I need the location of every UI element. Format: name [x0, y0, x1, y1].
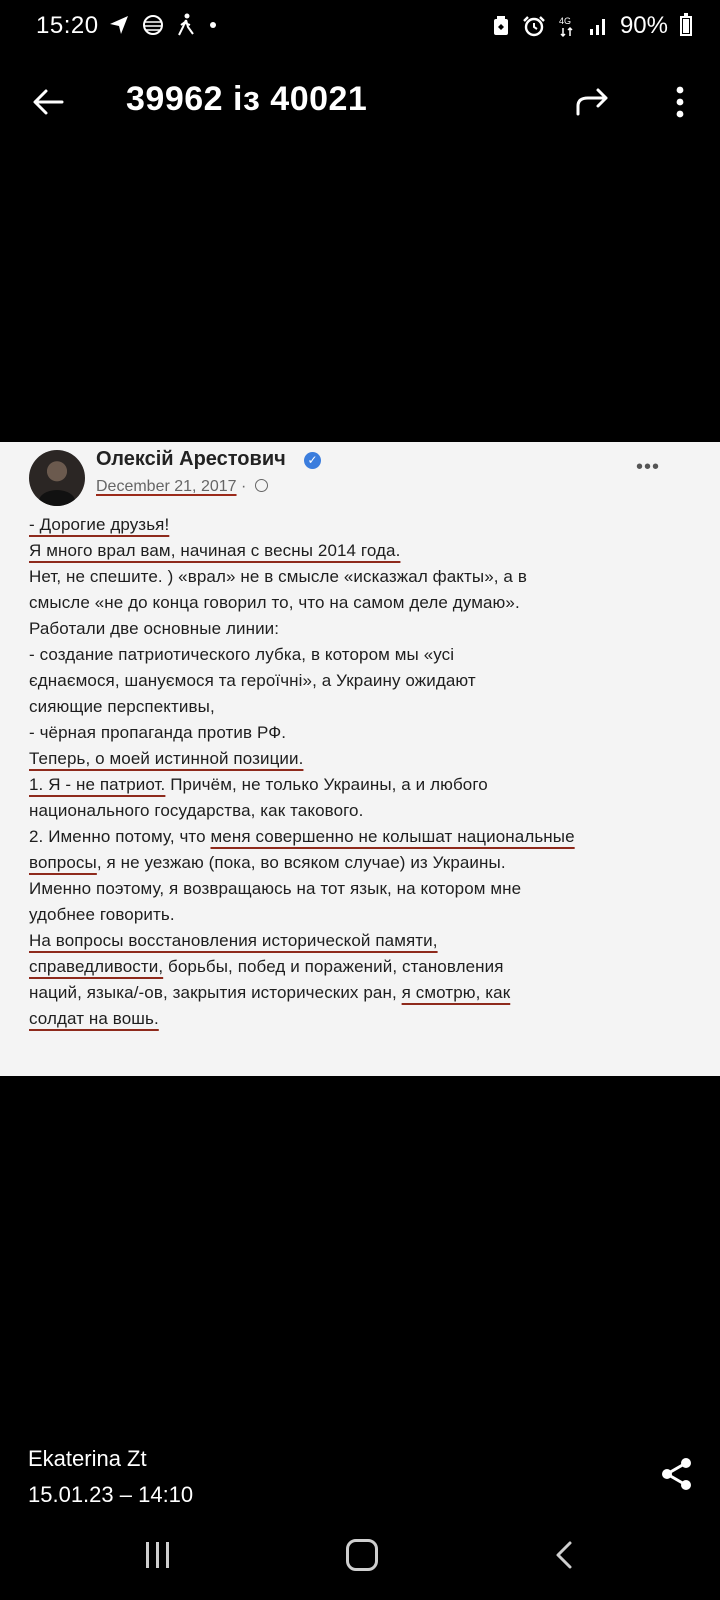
- text-segment: Нет, не спешите. ) «врал» не в смысле «исказжал факты», а в: [29, 567, 527, 586]
- back-arrow-icon[interactable]: [28, 82, 68, 122]
- post-text-line: [29, 798, 699, 824]
- post-text-line: [29, 512, 699, 538]
- globe-icon: [255, 479, 268, 492]
- underlined-text: вопросы: [29, 853, 97, 872]
- underlined-text: На вопросы восстановления исторической памяти,: [29, 931, 438, 950]
- svg-text:4G: 4G: [558, 16, 571, 26]
- post-text-line: [29, 824, 699, 850]
- home-button[interactable]: [346, 1539, 378, 1571]
- status-right-icons: [492, 12, 692, 40]
- recycle-icon: [492, 15, 510, 37]
- text-segment: - создание патриотического лубка, в котором мы «усі: [29, 645, 455, 664]
- walking-icon: [176, 13, 196, 37]
- text-segment: Причём, не только Украины, а и любого: [165, 775, 488, 794]
- verified-badge-icon: ✓: [304, 452, 321, 469]
- post-text-line: [29, 850, 699, 876]
- text-segment: Работали две основные линии:: [29, 619, 280, 638]
- post-text-line: [29, 564, 699, 590]
- underlined-text: справедливости,: [29, 957, 164, 976]
- post-text-line: [29, 538, 699, 564]
- post-text-line: [29, 694, 699, 720]
- text-segment: сияющие перспективы,: [29, 697, 215, 716]
- post-text-line: [29, 876, 699, 902]
- image-counter: 39962 із 40021: [126, 80, 368, 118]
- text-segment: национального государства, как такового.: [29, 801, 364, 820]
- more-options-icon[interactable]: [664, 82, 696, 122]
- post-text-line: [29, 772, 699, 798]
- globe-grid-icon: [142, 14, 164, 36]
- post-text-line: [29, 980, 699, 1006]
- navigation-icon: [108, 14, 130, 36]
- post-date-separator: ·: [236, 478, 251, 495]
- text-segment: єднаємося, шануємося та героїчні», а Украину ожидают: [29, 671, 476, 690]
- alarm-icon: [522, 15, 546, 37]
- post-text-line: [29, 642, 699, 668]
- post-text: [29, 512, 699, 1032]
- system-nav-bar: [0, 1524, 720, 1600]
- post-text-line: [29, 720, 699, 746]
- post-text-line: [29, 746, 699, 772]
- post-author: Олексій Арестович: [96, 448, 286, 470]
- nav-back-icon[interactable]: [552, 1540, 576, 1570]
- text-segment: - чёрная пропаганда против РФ.: [29, 723, 287, 742]
- avatar: [29, 450, 85, 506]
- text-segment: удобнее говорить.: [29, 905, 175, 924]
- text-segment: смысле «не до конца говорил то, что на самом деле думаю».: [29, 593, 520, 612]
- sender-name: Ekaterina Zt: [28, 1446, 147, 1471]
- underlined-text: 1. Я - не патриот.: [29, 775, 166, 794]
- underlined-text: - Дорогие друзья!: [29, 515, 170, 534]
- post-image[interactable]: [0, 442, 720, 1076]
- text-segment: Именно поэтому, я возвращаюсь на тот язык, на котором мне: [29, 879, 522, 898]
- post-text-line: [29, 954, 699, 980]
- post-date: [96, 478, 268, 496]
- underlined-text: Я много врал вам, начиная с весны 2014 года.: [29, 541, 401, 560]
- underlined-text: меня совершенно не колышат национальные: [210, 827, 575, 846]
- status-time: 15:20: [36, 12, 99, 39]
- post-text-line: [29, 928, 699, 954]
- text-segment: 2. Именно потому, что: [29, 827, 211, 846]
- post-text-line: [29, 1006, 699, 1032]
- status-bar: [0, 0, 720, 56]
- underlined-text: Теперь, о моей истинной позиции.: [29, 749, 304, 768]
- underlined-text: я смотрю, как: [401, 983, 511, 1002]
- share-icon[interactable]: [660, 1456, 694, 1492]
- underlined-text: солдат на вошь.: [29, 1009, 159, 1028]
- post-text-line: [29, 616, 699, 642]
- signal-icon: [588, 16, 608, 36]
- 4g-icon: [558, 14, 576, 38]
- text-segment: наций, языка/-ов, закрытия исторических ран,: [29, 983, 402, 1002]
- recents-button[interactable]: [146, 1542, 176, 1570]
- post-more-icon: •••: [636, 456, 661, 478]
- post-text-line: [29, 668, 699, 694]
- post-text-line: [29, 902, 699, 928]
- status-left-icons: [108, 13, 218, 37]
- post-text-line: [29, 590, 699, 616]
- sent-date: 15.01.23 – 14:10: [28, 1482, 194, 1507]
- text-segment: , я не уезжаю (пока, во всяком случае) из Украины.: [96, 853, 506, 872]
- forward-share-icon[interactable]: [572, 82, 612, 122]
- post-date-text: December 21, 2017: [96, 478, 237, 495]
- top-app-bar: [0, 60, 720, 144]
- battery-icon: [680, 16, 692, 36]
- text-segment: борьбы, побед и поражений, становления: [163, 957, 504, 976]
- battery-percent: 90%: [619, 12, 668, 39]
- dot-icon: [208, 20, 218, 30]
